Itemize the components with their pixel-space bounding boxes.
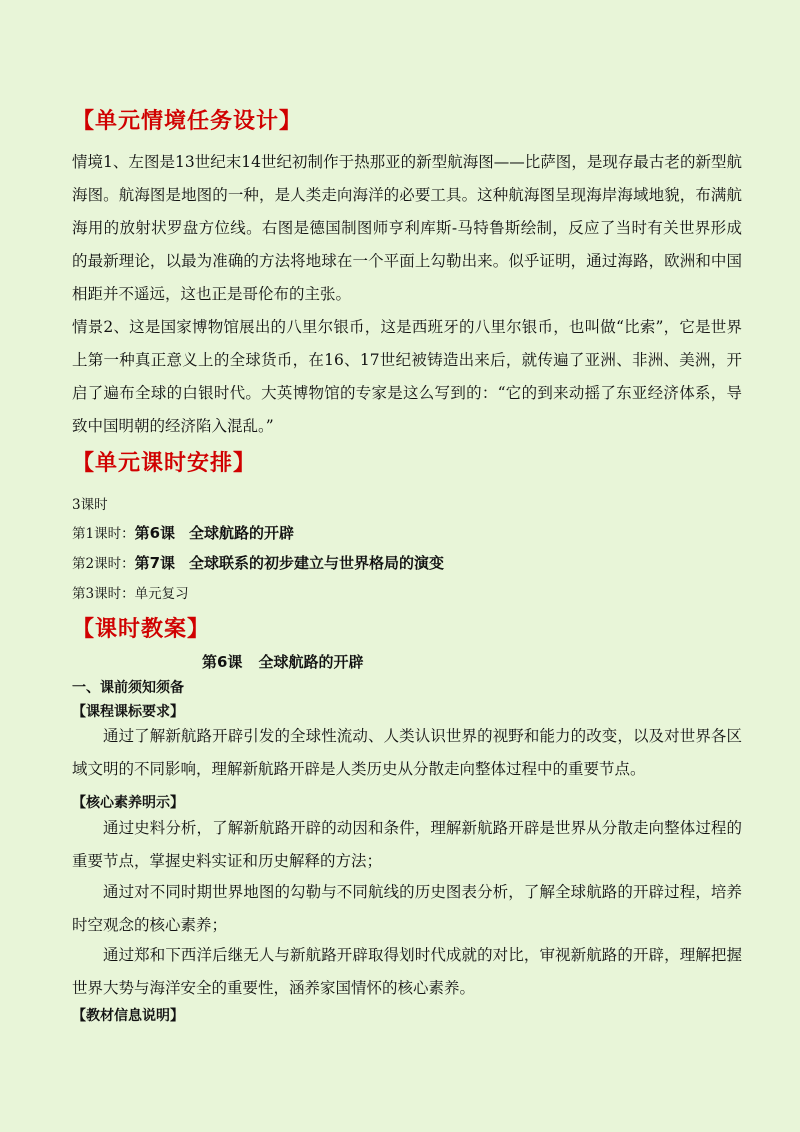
- schedule-item-3: [72, 582, 189, 602]
- literacy-paragraph-2: 通过对不同时期世界地图的勾勒与不同航线的历史图表分析，了解全球航路的开辟过程，培养时空观念的核心素养；: [72, 883, 742, 934]
- standard-heading: 【课程课标要求】: [72, 704, 184, 720]
- schedule-item-title: 全球航路的开辟: [189, 524, 295, 542]
- schedule-item-prefix: 第3课时：: [72, 586, 135, 602]
- schedule-item-lesson: 第6课: [134, 524, 176, 542]
- textbook-heading: 【教材信息说明】: [72, 1008, 184, 1024]
- schedule-item-prefix: 第2课时：: [72, 556, 135, 572]
- lesson-plan-heading: 【课时教案】: [72, 617, 211, 642]
- schedule-total: 3课时: [72, 497, 108, 513]
- schedule-item-1: [72, 522, 294, 543]
- schedule-item-title: 全球联系的初步建立与世界格局的演变: [189, 554, 445, 572]
- lesson-name: 全球航路的开辟: [258, 653, 364, 671]
- section-1-heading: 一、课前须知须备: [72, 680, 184, 696]
- lesson-title: [202, 651, 363, 672]
- lesson-number: 第6课: [202, 653, 243, 671]
- scenario-1-paragraph: 情境1、左图是13世纪末14世纪初制作于热那亚的新型航海图——比萨图，是现存最古老的新型航海图。航海图是地图的一种，是人类走向海洋的必要工具。这种航海图呈现海岸海域地貌，布满航海用的放射状罗盘方位线。右图是德国制图师亨利库斯-马特鲁斯绘制，反应了当时有关世界形成的最新理论，以最为准确的方法将地球在一个平面上勾勒出来。似乎证明，通过海路，欧洲和中国相距并不遥远，这也正是哥伦布的主张。: [72, 153, 742, 303]
- literacy-paragraph-1: 通过史料分析，了解新航路开辟的动因和条件，理解新航路开辟是世界从分散走向整体过程的重要节点，掌握史料实证和历史解释的方法；: [72, 819, 742, 870]
- schedule-item-text: 单元复习: [134, 586, 189, 602]
- literacy-paragraph-3: 通过郑和下西洋后继无人与新航路开辟取得划时代成就的对比，审视新航路的开辟，理解把握世界大势与海洋安全的重要性，涵养家国情怀的核心素养。: [72, 946, 742, 997]
- unit-scenario-heading: 【单元情境任务设计】: [72, 109, 303, 134]
- scenario-2-paragraph: 情景2、这是国家博物馆展出的八里尔银币，这是西班牙的八里尔银币，也叫做“比索”，它是世界上第一种真正意义上的全球货币，在16、17世纪被铸造出来后，就传遍了亚洲、非洲、美洲，开启了遍布全球的白银时代。大英博物馆的专家是这么写到的：“它的到来动摇了东亚经济体系，导致中国明朝的经济陷入混乱。”: [72, 318, 742, 435]
- schedule-item-lesson: 第7课: [134, 554, 176, 572]
- schedule-heading: 【单元课时安排】: [72, 451, 257, 476]
- schedule-item-prefix: 第1课时：: [72, 526, 135, 542]
- schedule-item-2: [72, 552, 444, 573]
- literacy-heading: 【核心素养明示】: [72, 795, 184, 811]
- standard-paragraph: 通过了解新航路开辟引发的全球性流动、人类认识世界的视野和能力的改变，以及对世界各区域文明的不同影响，理解新航路开辟是人类历史从分散走向整体过程中的重要节点。: [72, 727, 742, 778]
